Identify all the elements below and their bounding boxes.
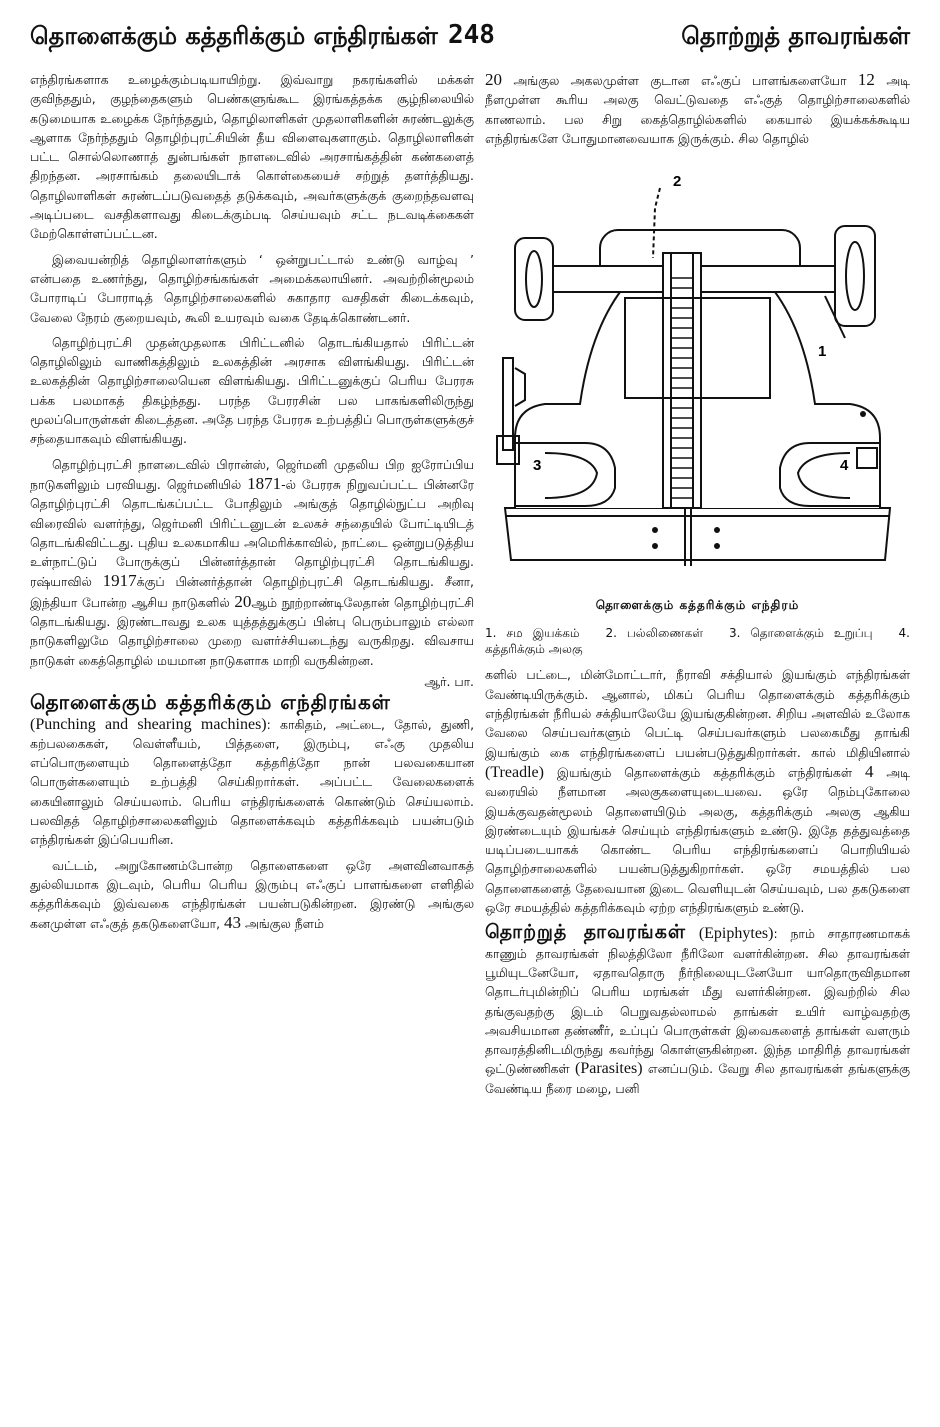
caption-part: 2. பல்லிணைகள் [605, 626, 704, 641]
paragraph: தொழிற்புரட்சி முதன்முதலாக பிரிட்டனில் தொடங்கியதால் பிரிட்டன் தொழிலிலும் வாணிகத்திலும் உலகத்தின் அரசாக விளங்கியது. பிரிட்டன் உலகத்தின் தொழிற்சாலையென விளங்கியது. பிரிட்டனுக்குப் பெரிய பேரரசு பக்க பலமாகத் திகழ்ந்தது. பரந்த பேரரசின் பல பாகங்களிலிருந்து மூலப்பொருள்கள் கிடைத்தன. அதே பரந்த பேரரசு உற்பத்திப் பொருள்களுக்குச் சந்தையாகவும் விளங்கியது. [30, 334, 474, 447]
paragraph: தொழிற்புரட்சி நாளடைவில் பிரான்ஸ், ஜெர்மனி முதலிய பிற ஐரோப்பிய நாடுகளிலும் பரவியது. ஜெர்மனியில் 1871-ல் பேரரசு நிறுவப்பட்ட பின்னரே தொழிற்புரட்சி தொடங்கப்பட்ட போதிலும் அங்குத் தொழில்நுட்ப அறிவு விரைவில் வளர்ந்து, ஜெர்மனி பிரிட்டனுடன் உலகச் சந்தையில் போட்டியிடத் தொடங்கிவிட்டது. புதிய உலகமாகிய அமெரிக்காவில், நாட்டை ஒன்றுபடுத்திய உள்நாட்டுப் போருக்குப் பின்னர்த்தான் தொழிற்புரட்சி தொடங்கியது. ரஷ்யாவில் 1917க்குப் பின்னர்த்தான் தொழிற்புரட்சி தொடங்கியது. சீனா, இந்தியா போன்ற ஆசிய நாடுகளில் 20ஆம் நூற்றாண்டிலேதான் தொழிற்புரட்சி தொடங்கியது. இரண்டாவது உலக யுத்தத்துக்குப் பின்பு பெரும்பாலும் எல்லா நாடுகளிலுமே தொழிற்சாலை முறை வளர்ச்சியடைந்து வருகிறது. விவசாய நாடுகள் கைத்தொழில் மயமான நாடுகளாக மாறி வருகின்றன. [30, 456, 474, 668]
paragraph: களில் பட்டை, மின்மோட்டார், நீராவி சக்தியால் இயங்கும் எந்திரங்கள் வேண்டியிருக்கும். ஆனால், மிகப் பெரிய தொளைக்கும் கத்தரிக்கும் எந்திரங்கள் நீரியல் சக்தியாலேயே இயங்குகின்றன. சிறிய அளவில் உலோக வேலை செய்பவர்களும் பெட்டி செய்பவர்களும் பலகைமீது தாங்கி இயங்கும் கை எந்திரங்களைப் பயன்படுத்துகிறார்கள். கால் மிதியினால் (Treadle) இயங்கும் தொளைக்கும் கத்தரிக்கும் எந்திரங்கள் 4 அடி வரையில் நீளமான அலகுகளையுடையவை. ஒரே நெம்புகோலை இயக்குவதன்மூலம் தொளையிடும் அலகு, கத்தரிக்கும் அலகு ஆகிய இரண்டையும் இயங்கச் செய்யும் எந்திரங்களும் உண்டு. இதே தத்துவத்தை யடிப்படையாகக் கொண்ட பெரிய எந்திரங்களைப் பொறியியல் தொழிற்சாலைகளில் பயன்படுத்துகிறார்கள். ஒரே சமயத்தில் பல தொளைகளைத் தேவையான இடை வெளியுடன் செய்யவும், பல தகடுகளை ஒரே சமயத்தில் கத்தரிக்கவும் ஏற்ற எந்திரங்களும் உண்டு. [485, 667, 911, 916]
header-right-title: தொற்றுத் தாவரங்கள் [681, 22, 910, 50]
paragraph: 20 அங்குல அகலமுள்ள குடான எஃகுப் பாளங்களையோ 12 அடி நீளமுள்ள கூரிய அலகு வெட்டுவதை எஃகுத் தொழிற்சாலைகளில் காணலாம். பல சிறு கைத்தொழில்களில் கையால் இயக்கக்கூடிய எந்திரங்களே போதுமானவையாக இருக்கும். சில தொழில் [485, 70, 910, 146]
caption-part: 3. தொளைக்கும் உறுப்பு [729, 626, 873, 641]
right-column [485, 70, 910, 1104]
machine-illustration [485, 168, 910, 588]
section-heading-punching: தொளைக்கும் கத்தரிக்கும் எந்திரங்கள் [30, 690, 391, 715]
header-left-title: தொளைக்கும் கத்தரிக்கும் எந்திரங்கள் [30, 22, 438, 50]
figure-caption-parts [485, 625, 910, 657]
caption-part: 1. சம இயக்கம் [485, 626, 580, 641]
page-header [30, 22, 910, 66]
paragraph: (Punching and shearing machines): காகிதம், அட்டை, தோல், துணி, கற்பலகைகள், வெள்ளீயம், பித்தளை, இரும்பு, எஃகு முதலிய எப்பொருளையும் தொளைத்தோ கத்தரித்தோ நான் பலவகையான பொருள்களையும் உற்பத்தி செய்கிறார்கள். அப்பட்ட வேலைகளைக் கையினாலும் செய்யலாம். பெரிய எந்திரங்களைக் கொண்டும் செய்யலாம். பலவிதத் தொழிற்சாலைகளிலும் தொளைக்கவும் கத்தரிக்கவும் பயன்படும் எந்திரங்கள் இப்பெயரின. [30, 715, 475, 848]
paragraph: எந்திரங்களாக உழைக்கும்படியாயிற்று. இவ்வாறு நகரங்களில் மக்கள் குவிந்ததும், குழந்தைகளும் பெண்களுங்கூட இரங்கத்தக்க சூழ்நிலையில் கடுமையாக உழைக்க நேர்ந்ததும், தொழிலாளிகள் முதலாளிகளின் சுரண்டலுக்கு ஆளாக நேர்ந்ததும் தொழிற்புரட்சியின் தீய விளைவுகளாகும். தொழிலாளிகள் பட்ட சொல்லொணாத் துன்பங்கள் நாளடைவில் அரசாங்கத்தின் கண்களைத் திறந்தன. அரசாங்கம் தலையிடாக் கொள்கையைச் சற்றுத் தளர்த்தியது. தொழிலாளிகள் சுரண்டப்படுவதைத் தடுக்கவும், அவர்களுக்குக் குறைந்தவளவு அடிப்படை வசதிகளாவது கிடைக்கும்படி செய்யவும் சட்ட நடவடிக்கைகள் மேற்கொள்ளப்பட்டன. [30, 72, 474, 242]
figure-label-1: 1 [818, 343, 827, 361]
paragraph: வட்டம், அறுகோணம்போன்ற தொளைகளை ஒரே அளவினவாகத் துல்லியமாக இடவும், பெரிய பெரிய இரும்பு எஃகுப் பாளங்களை எளிதில் கத்தரிக்கவும் இவ்வகை எந்திரங்கள் பயன்படுகின்றன. இரண்டு அங்குல கனமுள்ள எஃகுத் தகடுகளையோ, 43 அங்குல நீளம் [30, 857, 474, 933]
figure-label-4: 4 [840, 457, 849, 475]
figure-label-2: 2 [673, 173, 682, 191]
paragraph: இவையன்றித் தொழிலாளர்களும் ‘ ஒன்றுபட்டால் உண்டு வாழ்வு ’ என்பதை உணர்ந்து, தொழிற்சங்கங்கள் அமைக்கலாயினர். அவற்றின்மூலம் போராடிப் போராடித் தொழிற்சாலைகளில் சுகாதார வசதிகள் கிடைக்கவும், வேலை நேரம் குறையவும், கூலி உயரவும் வகை தேடிக்கொண்டனர். [30, 251, 474, 325]
figure-label-3: 3 [533, 457, 542, 475]
heading-english: (Epiphytes) [698, 925, 774, 943]
left-column [30, 70, 474, 940]
author-signature: ஆர். பா. [424, 673, 474, 689]
section-heading-epiphytes: தொற்றுத் தாவரங்கள் [485, 921, 687, 944]
machine-figure [485, 168, 910, 588]
heading-english: (Punching and shearing machines) [30, 715, 267, 733]
paragraph: தொற்றுத் தாவரங்கள் (Epiphytes): நாம் சாதாரணமாகக் காணும் தாவரங்கள் நிலத்திலோ நீரிலோ வளர்கின்றன. சில தாவரங்கள் பூமியுடனேயோ, ஏதாவதொரு நீர்நிலையுடனேயோ யாதொருவிதமான தொடர்புமின்றிப் பெரிய மரங்கள் மீது வளர்கின்றன. இவற்றில் சில தங்குவதற்கு இடம் பெறுவதல்லாமல் தாங்கள் உயிர் வாழ்வதற்கு அவசியமான தண்ணீர், உப்புப் பொருள்கள் இவைகளைத் தாங்கள் வளரும் தாவரத்தினிடமிருந்து கவர்ந்து கொள்ளுகின்றன. இந்த மாதிரித் தாவரங்கள் ஒட்டுண்ணிகள் (Parasites) எனப்படும். வேறு சில தாவரங்கள் தங்களுக்கு வேண்டிய நீரை மழை, பனி [485, 921, 910, 1096]
caption-part: 4. கத்தரிக்கும் அலகு [485, 626, 910, 657]
figure-caption-title: தொளைக்கும் கத்தரிக்கும் எந்திரம் [595, 598, 800, 613]
page-number: 248 [448, 20, 495, 50]
